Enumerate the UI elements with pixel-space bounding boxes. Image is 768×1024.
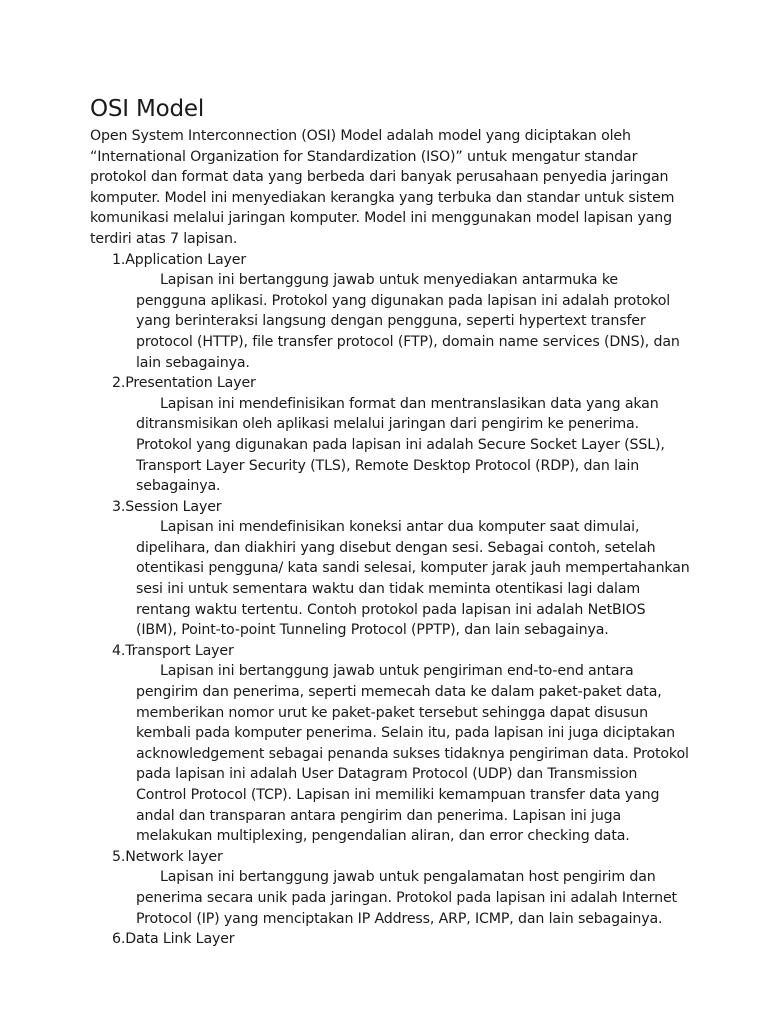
document-title: OSI Model <box>90 96 205 122</box>
layer-list <box>90 250 690 950</box>
layer-heading: 6.Data Link Layer <box>112 931 235 948</box>
layer-heading: 4.Transport Layer <box>112 642 234 659</box>
layer-description: Lapisan ini mendefinisikan format dan mentranslasikan data yang akan ditransmisikan oleh aplikasi melalui jaringan dari pengirim ke penerima. Protokol yang digunakan pada lapisan ini adalah Secure Socket Layer (SSL), Transport Layer Security (TLS), Remote Desktop Protocol (RDP), dan lain sebagainya. <box>136 395 665 495</box>
layer-heading: 1.Application Layer <box>112 251 247 268</box>
layer-description: Lapisan ini bertanggung jawab untuk pengalamatan host pengirim dan penerima secara unik pada jaringan. Protokol pada lapisan ini adalah Internet Protocol (IP) yang menciptakan IP Address, ARP, ICMP, dan lain sebagainya. <box>136 869 677 927</box>
layer-item-session <box>90 497 690 641</box>
layer-heading: 3.Session Layer <box>112 498 222 515</box>
layer-item-application <box>90 250 690 374</box>
document-page <box>90 94 690 950</box>
layer-item-network <box>90 847 690 929</box>
layer-description: Lapisan ini bertanggung jawab untuk menyediakan antarmuka ke pengguna aplikasi. Protokol yang digunakan pada lapisan ini adalah protokol yang berinteraksi langsung dengan pengguna, seperti hypertext transfer protocol (HTTP), file transfer protocol (FTP), domain name services (DNS), dan lain sebagainya. <box>136 272 680 371</box>
layer-heading: 5.Network layer <box>112 848 223 865</box>
layer-item-presentation <box>90 373 690 497</box>
layer-item-data-link <box>90 929 690 950</box>
layer-description: Lapisan ini mendefinisikan koneksi antar dua komputer saat dimulai, dipelihara, dan diakhiri yang disebut dengan sesi. Sebagai contoh, setelah otentikasi pengguna/ kata sandi selesai, komputer jarak jauh mempertahankan sesi ini untuk sementara waktu dan tidak meminta otentikasi lagi dalam rentang waktu tertentu. Contoh protokol pada lapisan ini adalah NetBIOS (IBM), Point-to-point Tunneling Protocol (PPTP), dan lain sebagainya. <box>136 519 690 639</box>
layer-description: Lapisan ini bertanggung jawab untuk pengiriman end-to-end antara pengirim dan penerima, seperti memecah data ke dalam paket-paket data, memberikan nomor urut ke paket-paket tersebut sehingga dapat disusun kembali pada komputer penerima. Selain itu, pada lapisan ini juga diciptakan acknowledgement sebagai penanda sukses tidaknya pengiriman data. Protokol pada lapisan ini adalah User Datagram Protocol (UDP) dan Transmission Control Protocol (TCP). Lapisan ini memiliki kemampuan transfer data yang andal dan transparan antara pengirim dan penerima. Lapisan ini juga melakukan multiplexing, pengendalian aliran, dan error checking data. <box>136 663 689 845</box>
layer-item-transport <box>90 641 690 847</box>
intro-paragraph: Open System Interconnection (OSI) Model adalah model yang diciptakan oleh “International Organization for Standardization (ISO)” untuk mengatur standar protokol dan format data yang berbeda dari banyak perusahaan penyedia jaringan komputer. Model ini menyediakan kerangka yang terbuka dan standar untuk sistem komunikasi melalui jaringan komputer. Model ini menggunakan model lapisan yang terdiri atas 7 lapisan. <box>90 128 675 247</box>
layer-heading: 2.Presentation Layer <box>112 375 256 392</box>
